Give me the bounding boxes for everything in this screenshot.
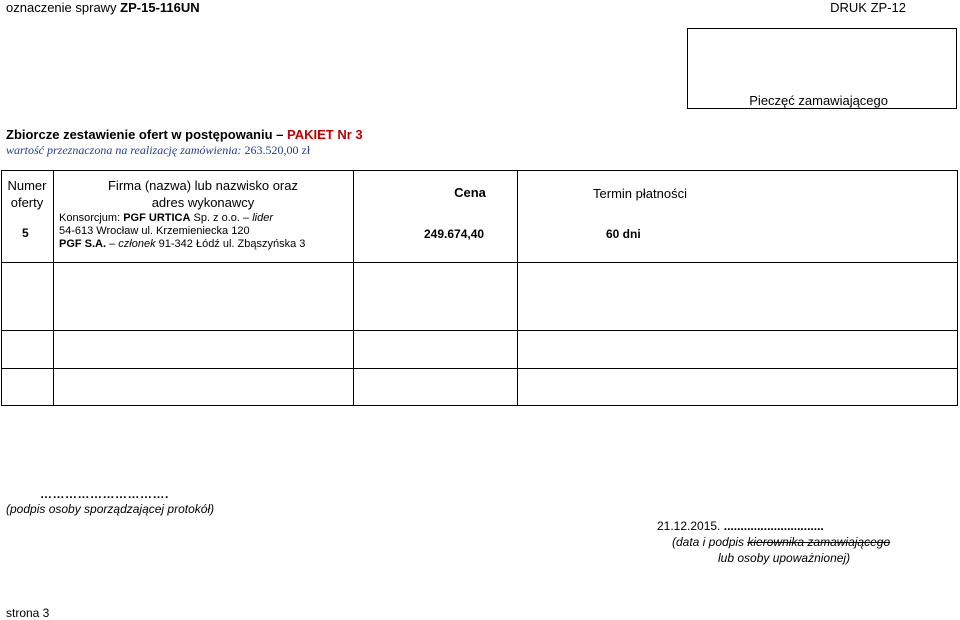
consortium-rest: Sp. z o.o. – xyxy=(190,212,253,224)
header-company-line1: Firma (nazwa) lub nazwisko oraz xyxy=(107,178,298,193)
company-address-1: 54-613 Wrocław ul. Krzemieniecka 120 xyxy=(59,225,250,237)
offer-price: 249.674,40 xyxy=(424,227,485,241)
company-address-2: 91-342 Łódź ul. Zbąszyńska 3 xyxy=(155,238,306,250)
table-border-right xyxy=(957,170,958,406)
signature-caption-right xyxy=(672,535,890,549)
case-number: ZP-15-116UN xyxy=(120,0,200,15)
header-payment: Termin płatności xyxy=(593,186,687,201)
consortium-prefix: Konsorcjum: xyxy=(59,212,124,224)
signature-date: 21.12.2015. xyxy=(657,519,721,533)
table-border-top xyxy=(1,170,958,171)
company-line-3 xyxy=(59,238,349,251)
stamp-label: Pieczęć zamawiającego xyxy=(749,93,888,108)
value-amount: 263.520,00 zł xyxy=(244,143,311,157)
table-row-divider xyxy=(1,262,958,263)
signature-dots-left: …………………………. xyxy=(40,487,169,501)
value-line xyxy=(6,143,310,158)
signature-dots-right: .............................. xyxy=(720,519,824,533)
header-company xyxy=(53,177,353,211)
signature-caption-left: (podpis osoby sporządzającej protokół) xyxy=(6,502,215,516)
company-line-1 xyxy=(59,212,349,225)
value-label: wartość przeznaczona na realizację zamówienia: xyxy=(6,143,245,157)
stamp-box xyxy=(687,28,957,109)
table-col-divider xyxy=(353,170,354,406)
summary-title xyxy=(6,127,363,142)
signature-caption-right-strike: kierownika zamawiającego xyxy=(747,535,891,549)
table-border-bottom xyxy=(1,405,958,406)
consortium-name: PGF URTICA xyxy=(123,212,191,224)
offer-number: 5 xyxy=(22,226,29,240)
header-offer-number-line1: Numer xyxy=(7,178,47,193)
summary-title-text: Zbiorcze zestawienie ofert w postępowaniu – xyxy=(6,127,287,142)
signature-caption-right-prefix: (data i podpis xyxy=(672,535,748,549)
header-offer-number-line2: oferty xyxy=(10,195,44,210)
table-col-divider xyxy=(517,170,518,406)
page-number: strona 3 xyxy=(6,606,50,620)
role-leader: lider xyxy=(252,212,273,224)
header-company-line2: adres wykonawcy xyxy=(151,195,255,210)
form-code: DRUK ZP-12 xyxy=(830,0,906,15)
case-designation xyxy=(6,0,200,15)
header-offer-number xyxy=(1,177,53,211)
date-line xyxy=(657,519,824,533)
company-cell xyxy=(59,212,349,251)
member-dash: – xyxy=(106,238,119,250)
header-price: Cena xyxy=(454,185,486,200)
role-member: członek xyxy=(118,238,156,250)
member-name: PGF S.A. xyxy=(59,238,107,250)
offer-payment-term: 60 dni xyxy=(606,227,641,241)
table-row-divider xyxy=(1,330,958,331)
package-label: PAKIET Nr 3 xyxy=(287,127,363,142)
table-row-divider xyxy=(1,368,958,369)
case-label: oznaczenie sprawy xyxy=(6,0,121,15)
signature-caption-right-line2: lub osoby upoważnionej) xyxy=(718,551,851,565)
